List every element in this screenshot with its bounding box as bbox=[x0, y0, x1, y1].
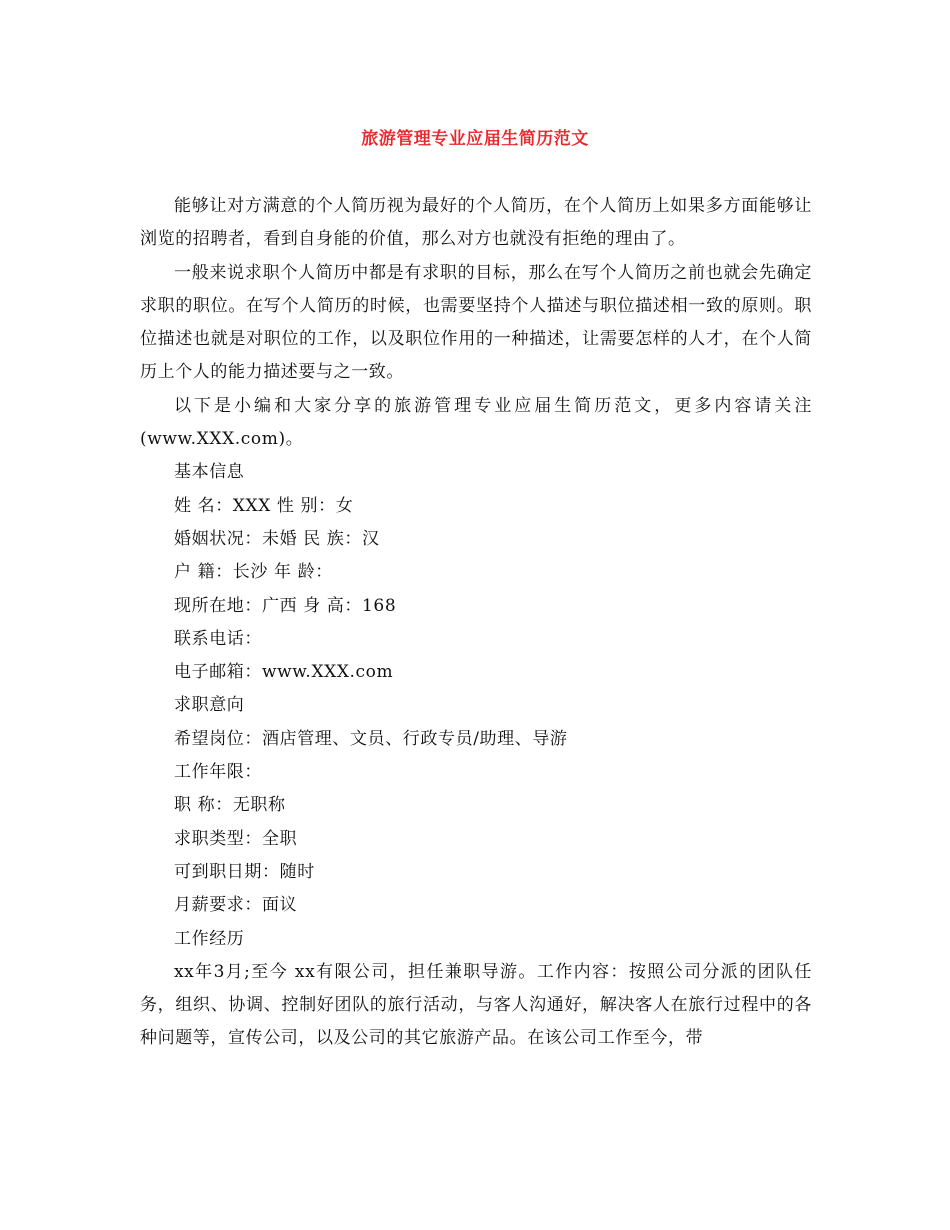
field-desired-position: 希望岗位：酒店管理、文员、行政专员/助理、导游 bbox=[174, 728, 568, 749]
field-hukou-age: 户 籍：长沙 年 龄： bbox=[174, 562, 333, 583]
work-experience-paragraph: xx年3月;至今 xx有限公司，担任兼职导游。工作内容：按照公司分派的团队任务，组织、协调、控制好团队的旅行活动，与客人沟通好，解决客人在旅行过程中的各种问题等，宣传公司，以及公司的其它旅游产品。在该公司工作至今，带 bbox=[140, 961, 812, 1049]
field-title: 职 称：无职称 bbox=[174, 795, 286, 816]
field-location-height: 现所在地：广西 身 高：168 bbox=[174, 595, 397, 616]
field-email: 电子邮箱：www.XXX.com bbox=[174, 662, 394, 683]
field-work-years: 工作年限： bbox=[174, 762, 262, 783]
field-name-gender: 姓 名：XXX 性 别：女 bbox=[174, 495, 354, 516]
field-phone: 联系电话： bbox=[174, 628, 262, 649]
field-start-date: 可到职日期：随时 bbox=[174, 861, 315, 882]
intro-paragraph-1: 能够让对方满意的个人简历视为最好的个人简历，在个人简历上如果多方面能够让浏览的招聘者，看到自身能的价值，那么对方也就没有拒绝的理由了。 bbox=[140, 196, 812, 250]
document-title: 旅游管理专业应届生简历范文 bbox=[361, 129, 589, 149]
intro-paragraph-2: 一般来说求职个人简历中都是有求职的目标，那么在写个人简历之前也就会先确定求职的职位。在写个人简历的时候，也需要坚持个人描述与职位描述相一致的原则。职位描述也就是对职位的工作，以及职位作用的一种描述，让需要怎样的人才，在个人简历上个人的能力描述要与之一致。 bbox=[140, 262, 812, 383]
field-salary: 月薪要求：面议 bbox=[174, 895, 298, 916]
section-heading-job-intention: 求职意向 bbox=[174, 695, 245, 716]
intro-paragraph-3: 以下是小编和大家分享的旅游管理专业应届生简历范文，更多内容请关注(www.XXX.com)。 bbox=[140, 395, 812, 450]
field-marital-ethnicity: 婚姻状况：未婚 民 族：汉 bbox=[174, 528, 380, 549]
section-heading-work-experience: 工作经历 bbox=[174, 928, 245, 949]
section-heading-basic-info: 基本信息 bbox=[174, 462, 245, 483]
field-job-type: 求职类型：全职 bbox=[174, 828, 298, 849]
document-body bbox=[140, 190, 812, 1056]
